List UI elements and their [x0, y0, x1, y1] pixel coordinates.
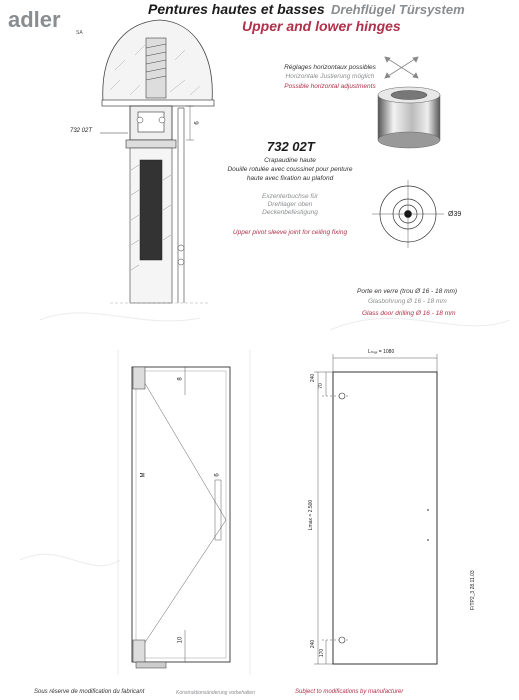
product-fr-line2: Douille rotulée avec coussinet pour penture: [227, 166, 353, 173]
title-de: Drehflügel Türsystem: [331, 2, 465, 17]
brand-suffix: SA: [76, 30, 83, 36]
product-de-line2: Drehlager oben: [267, 201, 313, 208]
brand-logo-text: adler: [8, 7, 61, 32]
bushing-render: [378, 87, 440, 148]
right-width-label: Lₘₐₓ = 1080: [368, 349, 395, 355]
adjustment-en: Possible horizontal adjustments: [284, 83, 376, 90]
right-height-label: Lmax = 2.500: [308, 499, 315, 531]
left-dim-top: 8: [177, 377, 184, 381]
product-fr-line3: haute avec fixation au plafond: [246, 175, 334, 182]
product-fr-line1: Crapaudine haute: [264, 157, 316, 164]
adjustment-fr: Réglages horizontaux possibles: [284, 64, 376, 71]
left-dim-bottom: 10: [177, 636, 184, 644]
left-dim-mid: 6: [214, 473, 221, 477]
glass-en: Glass door drilling Ø 16 - 18 mm: [362, 310, 456, 317]
product-de-line3: Deckenbefestigung: [262, 209, 318, 216]
glass-de: Glasbohrung Ø 16 - 18 mm: [368, 298, 447, 305]
door-elevation-left: [118, 350, 250, 675]
footer-fr: Sous réserve de modification du fabricant: [34, 689, 145, 695]
right-top-offset-2: 70: [317, 383, 324, 389]
glass-fr: Porte en verre (trou Ø 16 - 18 mm): [357, 288, 458, 295]
bushing-plan-view: [372, 180, 444, 248]
title-fr: Pentures hautes et basses: [148, 1, 325, 17]
product-en: Upper pivot sleeve joint for ceiling fixing: [232, 229, 348, 236]
product-de-line1: Exzenterbuchse für: [261, 193, 318, 200]
right-top-offset-1: 240: [310, 373, 317, 383]
left-dim-left: M: [140, 472, 147, 478]
right-bottom-offset-2: 170: [319, 648, 326, 658]
product-code: 732 02T: [267, 139, 315, 154]
diameter-label: Ø39: [448, 211, 462, 218]
adjustment-de: Horizontale Justierung möglich: [285, 73, 375, 80]
door-elevation-right: [314, 354, 437, 664]
title-en: Upper and lower hinges: [242, 18, 401, 34]
right-bottom-offset-1: 240: [310, 639, 317, 649]
drawing-code-tag: 732 02T: [70, 128, 93, 134]
reference-code: F/TP2_3 28.11.03: [470, 570, 476, 610]
dim-6-label: 6: [194, 121, 201, 125]
footer-de: Konstruktionsänderung vorbehalten: [176, 690, 255, 696]
footer-en: Subject to modifications by manufacturer: [295, 689, 404, 695]
